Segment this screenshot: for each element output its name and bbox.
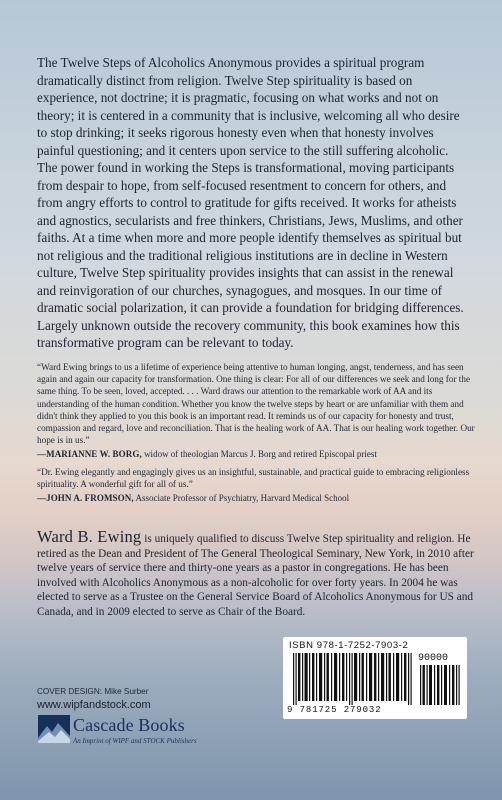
publisher-website: www.wipfandstock.com — [37, 699, 151, 711]
endorsement-quote: “Ward Ewing brings to us a lifetime of experience being attentive to human longing, angst, tenderness, and has seen again and again our capacity for transformation. One thing is clear: For all of our differences we seek and long for the same thing. To be seen, loved, accepted. . . . Ward draws our attention to the remarkable work of AA and its understanding of the human condition. Whether you know the twelve steps by heart or are unfamiliar with them and didn't think they applied to you this book is an important read. It reminds us of our capacity for honesty and trust, compassion and regard, love and reconciliation. That is the healing work of AA. That is our healing work together. Our hope is in us.” — [37, 362, 475, 446]
isbn-number: ISBN 978-1-7252-7903-2 — [289, 640, 409, 651]
endorser-role: Associate Professor of Psychiatry, Harvard Medical School — [135, 493, 350, 504]
author-name: Ward B. Ewing — [37, 527, 142, 546]
endorser-role: widow of theologian Marcus J. Borg and retired Episcopal priest — [144, 449, 377, 460]
price-code: 90000 — [418, 653, 449, 664]
barcode-ean-icon — [291, 653, 413, 705]
endorsement-fromson — [37, 466, 475, 505]
barcode-digits: 9 781725 279032 — [287, 705, 382, 715]
price-barcode-icon — [419, 665, 461, 705]
endorsement-attribution — [37, 492, 475, 504]
author-bio-text: is uniquely qualified to discuss Twelve Step spirituality and religion. He retired as the Dean and President of The General Theological Seminary, New York, in 2010 after twelve years of service there and thirty-one years as a pastor in congregations. He has been involved with Alcoholics Anonymous as a non-alcoholic for over forty years. In 2004 he was elected to serve as a Trustee on the General Service Board of Alcoholics Anonymous for US and Canada, and in 2009 elected to serve as Chair of the Board. — [37, 533, 474, 618]
publisher-name: Cascade Books — [73, 715, 185, 735]
endorser-name: —JOHN A. FROMSON, — [37, 493, 134, 504]
isbn-barcode — [283, 637, 467, 719]
cover-design-credit: COVER DESIGN: Mike Surber — [37, 687, 149, 696]
endorser-name: —MARIANNE W. BORG, — [37, 449, 142, 460]
publisher-logo — [37, 712, 227, 762]
endorsement-quote: “Dr. Ewing elegantly and engagingly gives us an insightful, sustainable, and practical guide to embracing religionless spirituality. A wonderful gift for all of us.” — [37, 467, 470, 490]
endorsement-borg — [37, 361, 475, 461]
back-cover-blurb: The Twelve Steps of Alcoholics Anonymous provides a spiritual program dramatically distinct from religion. Twelve Step spirituality is based on experience, not doctrine; it is pragmatic, focusing on what works and not on theory; it is centered in a community that is inclusive, welcoming all who desire to stop drinking; it seeks rigorous honesty even when that honesty involves painful questioning; and it centers upon service to the still suffering alcoholic. The power found in working the Steps is transformational, moving participants from despair to hope, from self-focused resentment to concern for others, and from angry efforts to control to gratitude for gifts received. It works for atheists and agnostics, secularists and free thinkers, Christians, Jews, Muslims, and other faiths. At a time when more and more people identify themselves as spiritual but not religious and the traditional religious institutions are in decline in Western culture, Twelve Step spirituality provides insights that can assist in the renewal and reinvigoration of our churches, synagogues, and mosques. In our time of dramatic social polarization, it can provide a foundation for bridging differences. Largely unknown outside the recovery community, this book examines how this transformative program can be relevant to today. — [37, 55, 464, 350]
publisher-tagline: An Imprint of WIPF and STOCK Publishers — [73, 737, 197, 745]
endorsement-attribution — [37, 448, 475, 460]
mountain-logo-icon — [37, 714, 71, 744]
author-bio — [37, 527, 477, 620]
